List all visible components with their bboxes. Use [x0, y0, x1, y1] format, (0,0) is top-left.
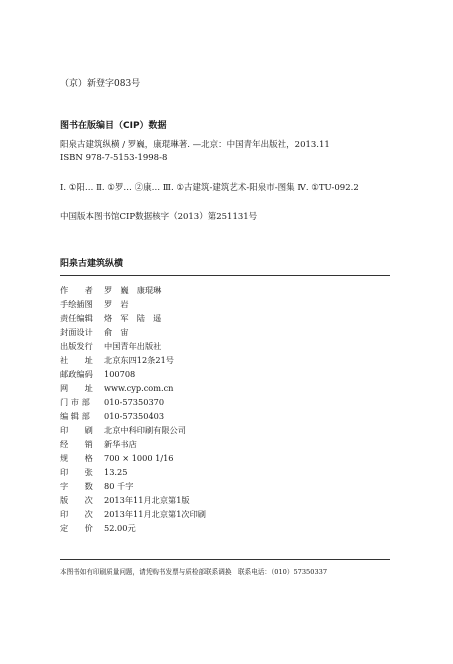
detail-label: 定 价: [60, 523, 93, 533]
detail-label: 出版发行: [60, 341, 93, 351]
bottom-divider: [60, 559, 390, 560]
detail-value: 80 千字: [104, 481, 134, 491]
detail-label: 责任编辑: [60, 313, 93, 323]
detail-row: [60, 298, 129, 311]
detail-row: [60, 326, 129, 339]
detail-label: 邮政编码: [60, 369, 93, 379]
detail-value: 北京中科印刷有限公司: [104, 425, 186, 435]
detail-row: [60, 396, 164, 409]
detail-label: 印 刷: [60, 425, 93, 435]
detail-label: 编 辑 部: [60, 411, 90, 421]
detail-row: [60, 340, 161, 353]
detail-label: 门 市 部: [60, 397, 90, 407]
detail-label: 封面设计: [60, 327, 93, 337]
publishing-permit: （京）新登字083号: [60, 79, 141, 89]
detail-row: [60, 410, 164, 423]
detail-label: 印 张: [60, 467, 93, 477]
detail-value: 010-57350370: [104, 397, 165, 407]
detail-label: 网 址: [60, 383, 93, 393]
detail-value: 13.25: [104, 467, 128, 477]
detail-value: 罗 岩: [104, 299, 129, 309]
book-title: 阳泉古建筑纵横: [60, 259, 124, 269]
detail-row: [60, 480, 133, 493]
detail-row: [60, 312, 161, 325]
detail-row: [60, 466, 127, 479]
detail-value: 2013年11月北京第1次印刷: [104, 509, 206, 519]
detail-label: 经 销: [60, 439, 93, 449]
detail-value: 烙 军 陆 遥: [104, 313, 162, 323]
detail-row: [60, 284, 161, 297]
detail-value: 100708: [104, 369, 136, 379]
detail-label: 字 数: [60, 481, 93, 491]
detail-row: [60, 522, 136, 535]
detail-label: 手绘插图: [60, 299, 93, 309]
top-divider: [60, 275, 390, 276]
detail-row: [60, 452, 174, 465]
detail-row: [60, 382, 173, 395]
detail-value: 2013年11月北京第1版: [104, 495, 190, 505]
detail-label: 印 次: [60, 509, 93, 519]
detail-row: [60, 424, 186, 437]
detail-value: 罗 巍 康琨琳: [104, 285, 162, 295]
detail-value: 700 × 1000 1/16: [104, 453, 174, 463]
detail-label: 社 址: [60, 355, 93, 365]
detail-row: [60, 368, 135, 381]
cip-line-title: 阳泉古建筑纵横 / 罗巍，康琨琳著. —北京：中国青年出版社，2013.11: [60, 140, 330, 150]
detail-value: 俞 宙: [104, 327, 129, 337]
quality-contact-note: 本图书如有印刷质量问题，请凭购书发票与质检部联系调换 联系电话：（010）57350337: [60, 568, 328, 576]
detail-row: [60, 354, 174, 367]
detail-value: 010-57350403: [104, 411, 165, 421]
cip-classification: Ⅰ. ①阳… Ⅱ. ①罗… ②康… Ⅲ. ①古建筑-建筑艺术-阳泉市-图集 Ⅳ. ①TU-092.2: [60, 183, 359, 193]
detail-value: 52.00元: [104, 523, 136, 533]
detail-row: [60, 494, 190, 507]
detail-value: 中国青年出版社: [104, 341, 162, 351]
detail-label: 作 者: [60, 285, 93, 295]
detail-row: [60, 438, 137, 451]
detail-label: 规 格: [60, 453, 93, 463]
detail-value: 北京东四12条21号: [104, 355, 174, 365]
cip-line-isbn: ISBN 978-7-5153-1998-8: [60, 153, 168, 163]
detail-row: [60, 508, 206, 521]
cip-heading: 图书在版编目（CIP）数据: [60, 121, 167, 131]
detail-value: 新华书店: [104, 439, 137, 449]
cip-record-number: 中国版本图书馆CIP数据核字（2013）第251131号: [60, 212, 258, 222]
detail-label: 版 次: [60, 495, 93, 505]
detail-value: www.cyp.com.cn: [104, 383, 174, 393]
